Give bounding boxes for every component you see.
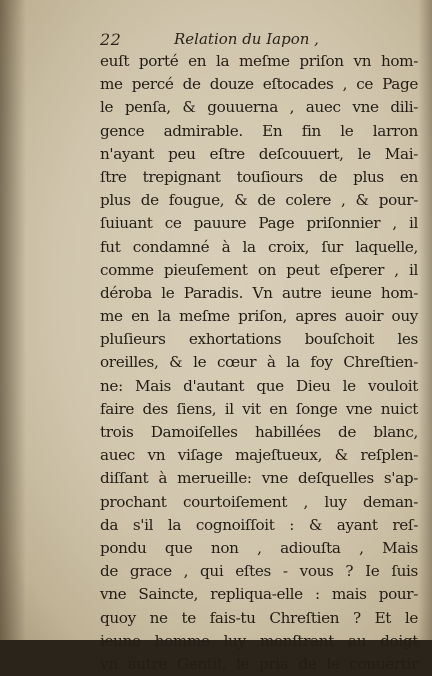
- text-line: gence admirable. En fin le larron: [100, 121, 418, 140]
- text-line: déroba le Paradis. Vn autre ieune hom-: [100, 283, 418, 302]
- text-line: comme pieuſement on peut eſperer , il: [100, 260, 418, 279]
- text-line: auec vn viſage majeſtueux, & reſplen-: [100, 446, 418, 465]
- body-text: [100, 50, 418, 676]
- text-line: ſuiuant ce pauure Page priſonnier , il: [100, 214, 418, 233]
- text-line: euſt porté en la meſme priſon vn hom-: [100, 52, 418, 70]
- text-line: prochant courtoiſement , luy deman-: [100, 492, 418, 511]
- page-header: [100, 30, 332, 50]
- text-line: quoy ne te fais-tu Chreſtien ? Et le: [100, 608, 418, 627]
- text-line: ieune homme luy monſtrant au doigt: [100, 631, 418, 650]
- text-line: n'ayant peu eſtre deſcouuert, le Mai-: [100, 144, 418, 163]
- text-line: trois Damoiſelles habillées de blanc,: [100, 423, 418, 441]
- text-line: me en la meſme priſon, apres auoir ouy: [100, 307, 418, 326]
- text-line: faire des ſiens, il vit en ſonge vne nuict: [100, 399, 418, 418]
- text-line: me percé de douze eſtocades , ce Page: [100, 75, 418, 94]
- text-line: pluſieurs exhortations bouſchoit les: [100, 330, 418, 349]
- page-number: 22: [100, 30, 122, 49]
- text-line: plus de fougue, & de colere , & pour-: [100, 191, 418, 210]
- text-line: ſtre trepignant touſiours de plus en: [100, 167, 418, 186]
- text-line: pondu que non , adiouſta , Mais: [100, 538, 418, 557]
- spine-shadow: [0, 0, 26, 640]
- text-line: vn autre Gentil, le pria de le conuertir: [100, 654, 418, 673]
- running-title: Relation du Iapon ,: [174, 30, 319, 48]
- page-edge-shadow: [418, 0, 432, 640]
- text-line: de grace , qui eſtes - vous ? Ie ſuis: [100, 562, 418, 581]
- text-line: da s'il la cognoiſſoit : & ayant reſ-: [100, 515, 418, 534]
- text-line: diſſant à merueille: vne deſquelles s'ap-: [100, 469, 418, 488]
- text-line: le penſa, & gouuerna , auec vne dili-: [100, 98, 418, 117]
- text-line: vne Saincte, repliqua-elle : mais pour-: [100, 585, 418, 604]
- text-line: fut condamné à la croix, ſur laquelle,: [100, 237, 418, 256]
- text-line: oreilles, & le cœur à la foy Chreſtien-: [100, 353, 418, 372]
- text-line: ne: Mais d'autant que Dieu le vouloit: [100, 376, 418, 395]
